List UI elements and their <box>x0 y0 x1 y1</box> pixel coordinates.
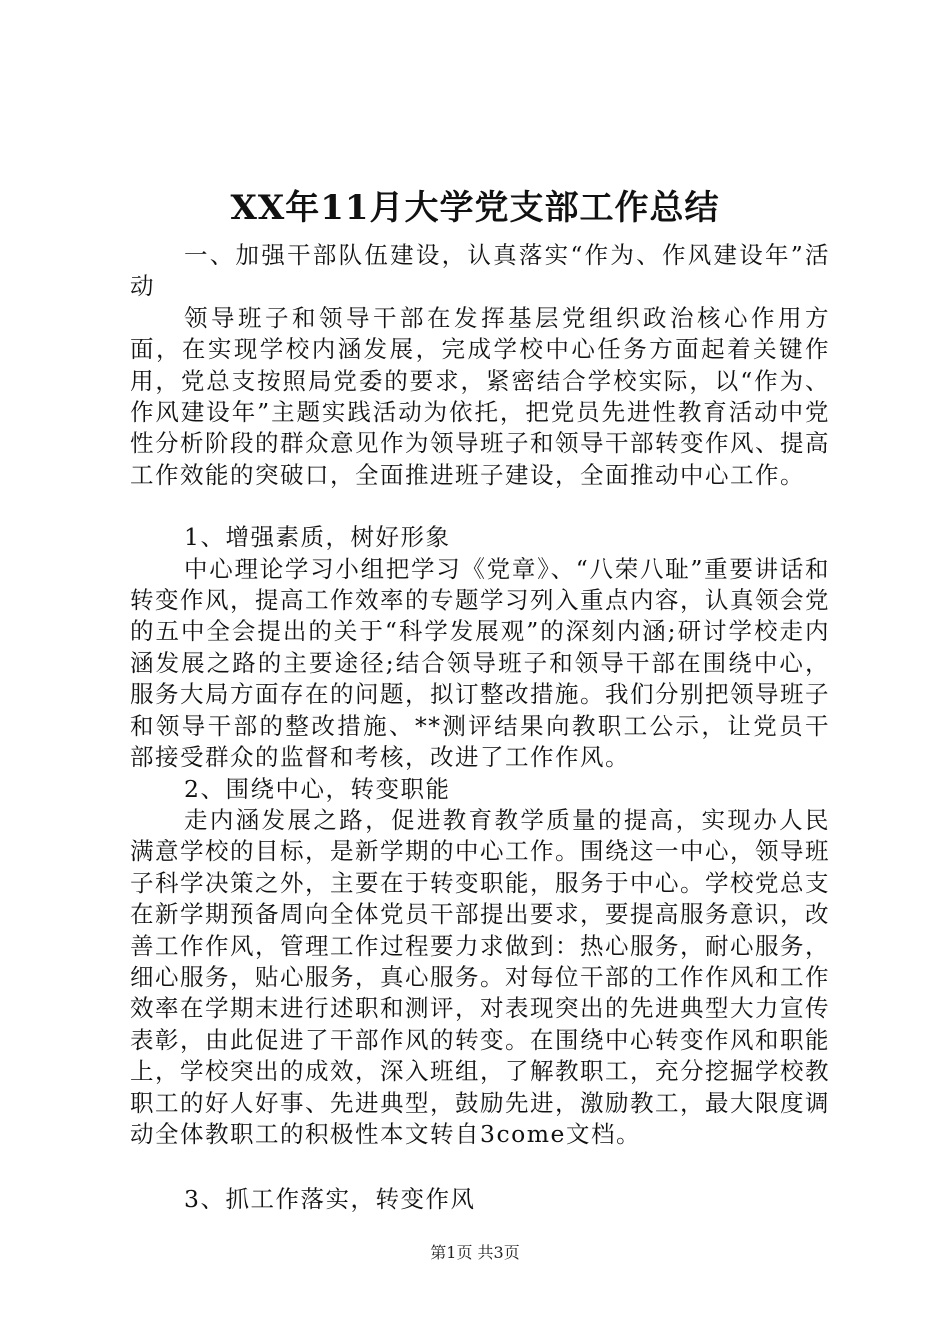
subsection-heading: 1、增强素质，树好形象 <box>184 523 451 552</box>
body-paragraph: 走内涵发展之路，促进教育教学质量的提高，实现办人民满意学校的目标，是新学期的中心工作。围绕这一中心，领导班子科学决策之外，主要在于转变职能，服务于中心。学校党总支在新学期预备周向全体党员干部提出要求，要提高服务意识，改善工作作风，管理工作过程要力求做到：热心服务，耐心服务，细心服务，贴心服务，真心服务。对每位干部的工作作风和工作效率在学期末进行述职和测评，对表现突出的先进典型大力宣传表彰，由此促进了干部作风的转变。在围绕中心转变作风和职能上，学校突出的成效，深入班组，了解教职工，充分挖掘学校教职工的好人好事、先进典型，鼓励先进，激励教工，最大限度调动全体教职工的积极性本文转自3come文档。 <box>130 805 830 1148</box>
body-paragraph: 中心理论学习小组把学习《党章》、“八荣八耻”重要讲话和转变作风，提高工作效率的专题学习列入重点内容，认真领会党的五中全会提出的关于“科学发展观”的深刻内涵;研讨学校走内涵发展之路的主要途径;结合领导班子和领导干部在围绕中心，服务大局方面存在的问题，拟订整改措施。我们分别把领导班子和领导干部的整改措施、**测评结果向教职工公示，让党员干部接受群众的监督和考核，改进了工作作风。 <box>130 554 830 772</box>
document-body <box>130 240 830 1216</box>
document-title: XX年11月大学党支部工作总结 <box>230 188 720 228</box>
subsection-heading: 3、抓工作落实，转变作风 <box>184 1185 476 1214</box>
body-paragraph: 领导班子和领导干部在发挥基层党组织政治核心作用方面，在实现学校内涵发展，完成学校中心任务方面起着关键作用，党总支按照局党委的要求，紧密结合学校实际，以“作为、作风建设年”主题实践活动为依托，把党员先进性教育活动中党性分析阶段的群众意见作为领导班子和领导干部转变作风、提高工作效能的突破口，全面推进班子建设，全面推动中心工作。 <box>130 303 830 489</box>
subsection-heading: 2、围绕中心，转变职能 <box>184 774 451 803</box>
page-footer: 第1页 共3页 <box>430 1243 520 1262</box>
section-heading: 一、加强干部队伍建设，认真落实“作为、作风建设年”活动 <box>130 241 830 301</box>
